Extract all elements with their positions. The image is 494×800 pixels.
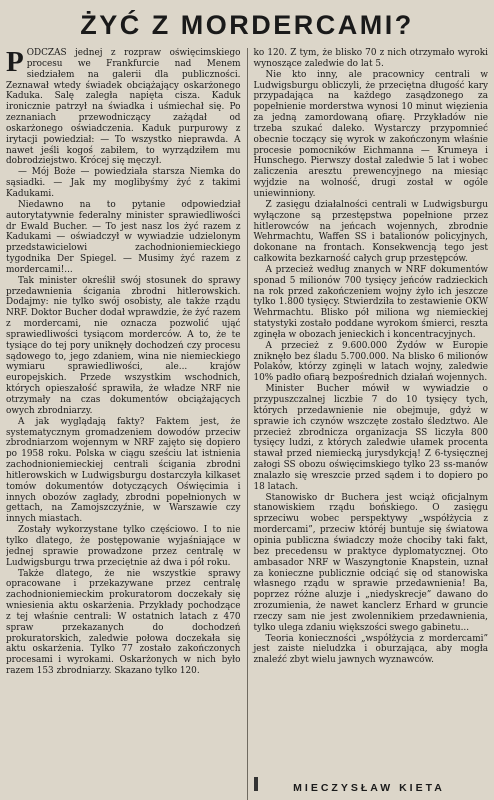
paragraph-4: Tak minister określił swój stosunek do sprawy przedawnienia ścigania zbrodni hitlerowskich. Dodajmy: nie tylko swój osobisty, ale także rządu NRF. Doktor Bucher dodał wprawdzie, że żyć razem z mordercami, nie oznacza pozwolić ująć sprawiedliwości tysiącom morderców. A to, że te tysiące do tej pory uniknęły dochodzeń czy procesu sądowego to, jego zdaniem, wina nie niemieckiego wymiaru sprawiedliwości, ale... krajów europejskich. Przede wszystkim wschodnich, których opieszałość sprawiła, że władze NRF nie otrzymały na czas dokumentów obciążających owych zbrodniarzy. (6, 275, 241, 416)
paragraph-13: Minister Bucher mówił w wywiadzie o przypuszczalnej liczbie 7 do 10 tysięcy tych, których przedawnienie nie obejmuje, gdyż w sprawie ich czynów wszczęte zostało śledztwo. Ale przecież zbrodnicza organizacja SS liczyła 800 tysięcy ludzi, z których zaledwie ułamek procenta stawał przed niemiecką jurysdykcją! Z 6-tysięcznej załogi SS obozu oświęcimskiego tylko 23 ss-manów znalazło się wreszcie przed sądem i to dopiero po 18 latach. (253, 384, 488, 492)
paragraph-10: Z zasięgu działalności centrali w Ludwigsburgu wyłączone są przestępstwa popełnione przez hitlerowców na jeńcach wojennych, zbrodnie Wehrmachtu, Waffen SS i batalionów policyjnych, dokonane na frontach. Konsekwencją tego jest całkowita bezkarność całych grup przestępców. (253, 199, 488, 265)
paragraph-14: Stanowisko dr Buchera jest wciąż oficjalnym stanowiskiem rządu bońskiego. O zasięgu sprzeciwu wobec perspektywy „współżycia z mordercami”, przeciw któréj buntuje się światowa opinia publiczna świadczy może chociby taki fakt, bez precedensu w praktyce dyplomatycznej. Oto ambasador NRF w Waszyngtonie Knapstein, uznał za konieczne publicznie odciąć się od stanowiska własnego rządu w sprawie przedawnienia! Ba, poprzez różne aluzje i „niedyskrecje” dawano do zrozumienia, że nawet kanclerz Erhard w gruncie rzeczy sam nie jest zwolennikiem przedawnienia, tylko ulega zdaniu większości swego gabinetu... (253, 492, 488, 633)
left-column (6, 48, 248, 800)
article-title: ŻYĆ Z MORDERCAMI? (80, 10, 414, 40)
paragraph-1: PODCZAS jednej z rozpraw oświęcimskiego procesu we Frankfurcie nad Menem siedziałem na galerii dla publiczności. Zeznawał wtedy świadek obciążający oskarżonego Kaduka. Salę zaległa napięta cisza. Kaduk ironicznie patrzył na świadka i uśmiechał się. Po zeznaniach przewodniczący zażądał od oskarżonego oświadczenia. Kaduk purpurowy z irytacji powiedział: — To wszystko nieprawda. A nawet jeśli kogoś zabiłem, to wyrządziłem mu dobrodziejstwo. Krócej się męczył. (6, 48, 241, 167)
paragraph-7: Także dlatego, że nie wszystkie sprawy opracowane i przekazywane przez centralę zachodnioniemieckim prokuratorom doczekały się wniesienia aktu oskarżenia. Przykłady pochodzące z tej właśnie centrali: W ostatnich latach z 470 spraw przekazanych do dochodzeń prokuratorskich, zaledwie połowa doczekała się aktu oskarżenia. Tylko 77 zostało zakończonych procesami i wyrokami. Oskarżonych w nich było razem 153 zbrodniarzy. Skazano tylko 120. (6, 568, 241, 677)
paragraph-11: A przecież według znanych w NRF dokumentów sponad 5 milionów 700 tysięcy jeńców radzieckich na rok przed zakończeniem wojny żyło ich jeszcze tylko 1.800 tysięcy. Stwierdziła to zestawienie OKW Wehrmachtu. Blisko pół miliona wg niemieckiej statystyki zostało poddane wyrokom śmierci, reszta zginęła w obozach jenieckich i koncentracyjnych. (253, 264, 488, 340)
paragraph-8: ko 120. Z tym, że blisko 70 z nich otrzymało wyroki wynoszące zaledwie do lat 5. (253, 48, 488, 69)
paragraph-3: Niedawno na to pytanie odpowiedział autorytatywnie federalny minister sprawiedliwości dr Ewald Bucher. — To jest nasz los żyć razem z Kadukami — oświadczył w wywiadzie udzielonym przedstawicielowi zachodnioniemieckiego tygodnika Der Spiegel. — Musimy żyć razem z mordercami!... (6, 199, 241, 275)
drop-cap: P (6, 48, 24, 78)
paragraph-15: Teoria konieczności „współżycia z mordercami” jest zaiste nieludzka i oburzająca, aby mogła znaleźć zbyt wielu jawnych wyznawców. (253, 633, 488, 666)
paragraph-5: A jak wyglądają fakty? Faktem jest, że systematycznym gromadzeniem dowodów przeciw zbrodniarzom wojennym w NRF zajęto się dopiero po 1958 roku. Polska w ciągu sześciu lat istnienia zachodnioniemieckiej centrali ścigania zbrodni hitlerowskich w Ludwigsburgu dostarczyła kilkaset tomów dokumentów dotyczących Oświęcimia i innych obozów zagłady, zbrodni popełnionych w gettach, na Zamojszczyźnie, w Warszawie czy innych miastach. (6, 416, 241, 525)
right-column (248, 48, 489, 800)
paragraph-2: — Mój Boże — powiedziała starsza Niemka do sąsiadki. — Jak my moglibyśmy żyć z takimi Kadukami. (6, 167, 241, 199)
article-columns (6, 48, 488, 800)
paragraph-6: Zostały wykorzystane tylko częściowo. I to nie tylko dlatego, że postępowanie wyjaśniające w jednej sprawie prowadzone przez centralę w Ludwigsburgu trwa przeciętnie aż dwa i pół roku. (6, 525, 241, 568)
paragraph-12: A przecież z 9.600.000 Żydów w Europie zniknęło bez śladu 5.700.000. Na blisko 6 milionów Polaków, którzy zginęli w latach wojny, zaledwie 10% padło ofiarą bezpośrednich działań wojennych. (253, 340, 488, 384)
paragraph-9: Nie kto inny, ale pracownicy centrali w Ludwigsburgu obliczyli, że przeciętna długość kary przypadająca na każdego zasądzonego za popełnienie morderstwa wynosi 10 minut więzienia za jedną zamordowaną ofiarę. Przykładów nie trzeba szukać daleko. Wystarczy przypomnieć obecnie toczący się wyrok w zakończonym właśnie procesie pomocników Eichmanna — Krumeya i Hunschego. Pierwszy dostał zaledwie 5 lat i wobec zaliczenia aresztu prewencyjnego na miesiąc wyjdzie na wolność, drugi został w ogóle uniewinniony. (253, 69, 488, 199)
author-signature: MIECZYSŁAW KIETA (293, 782, 445, 794)
